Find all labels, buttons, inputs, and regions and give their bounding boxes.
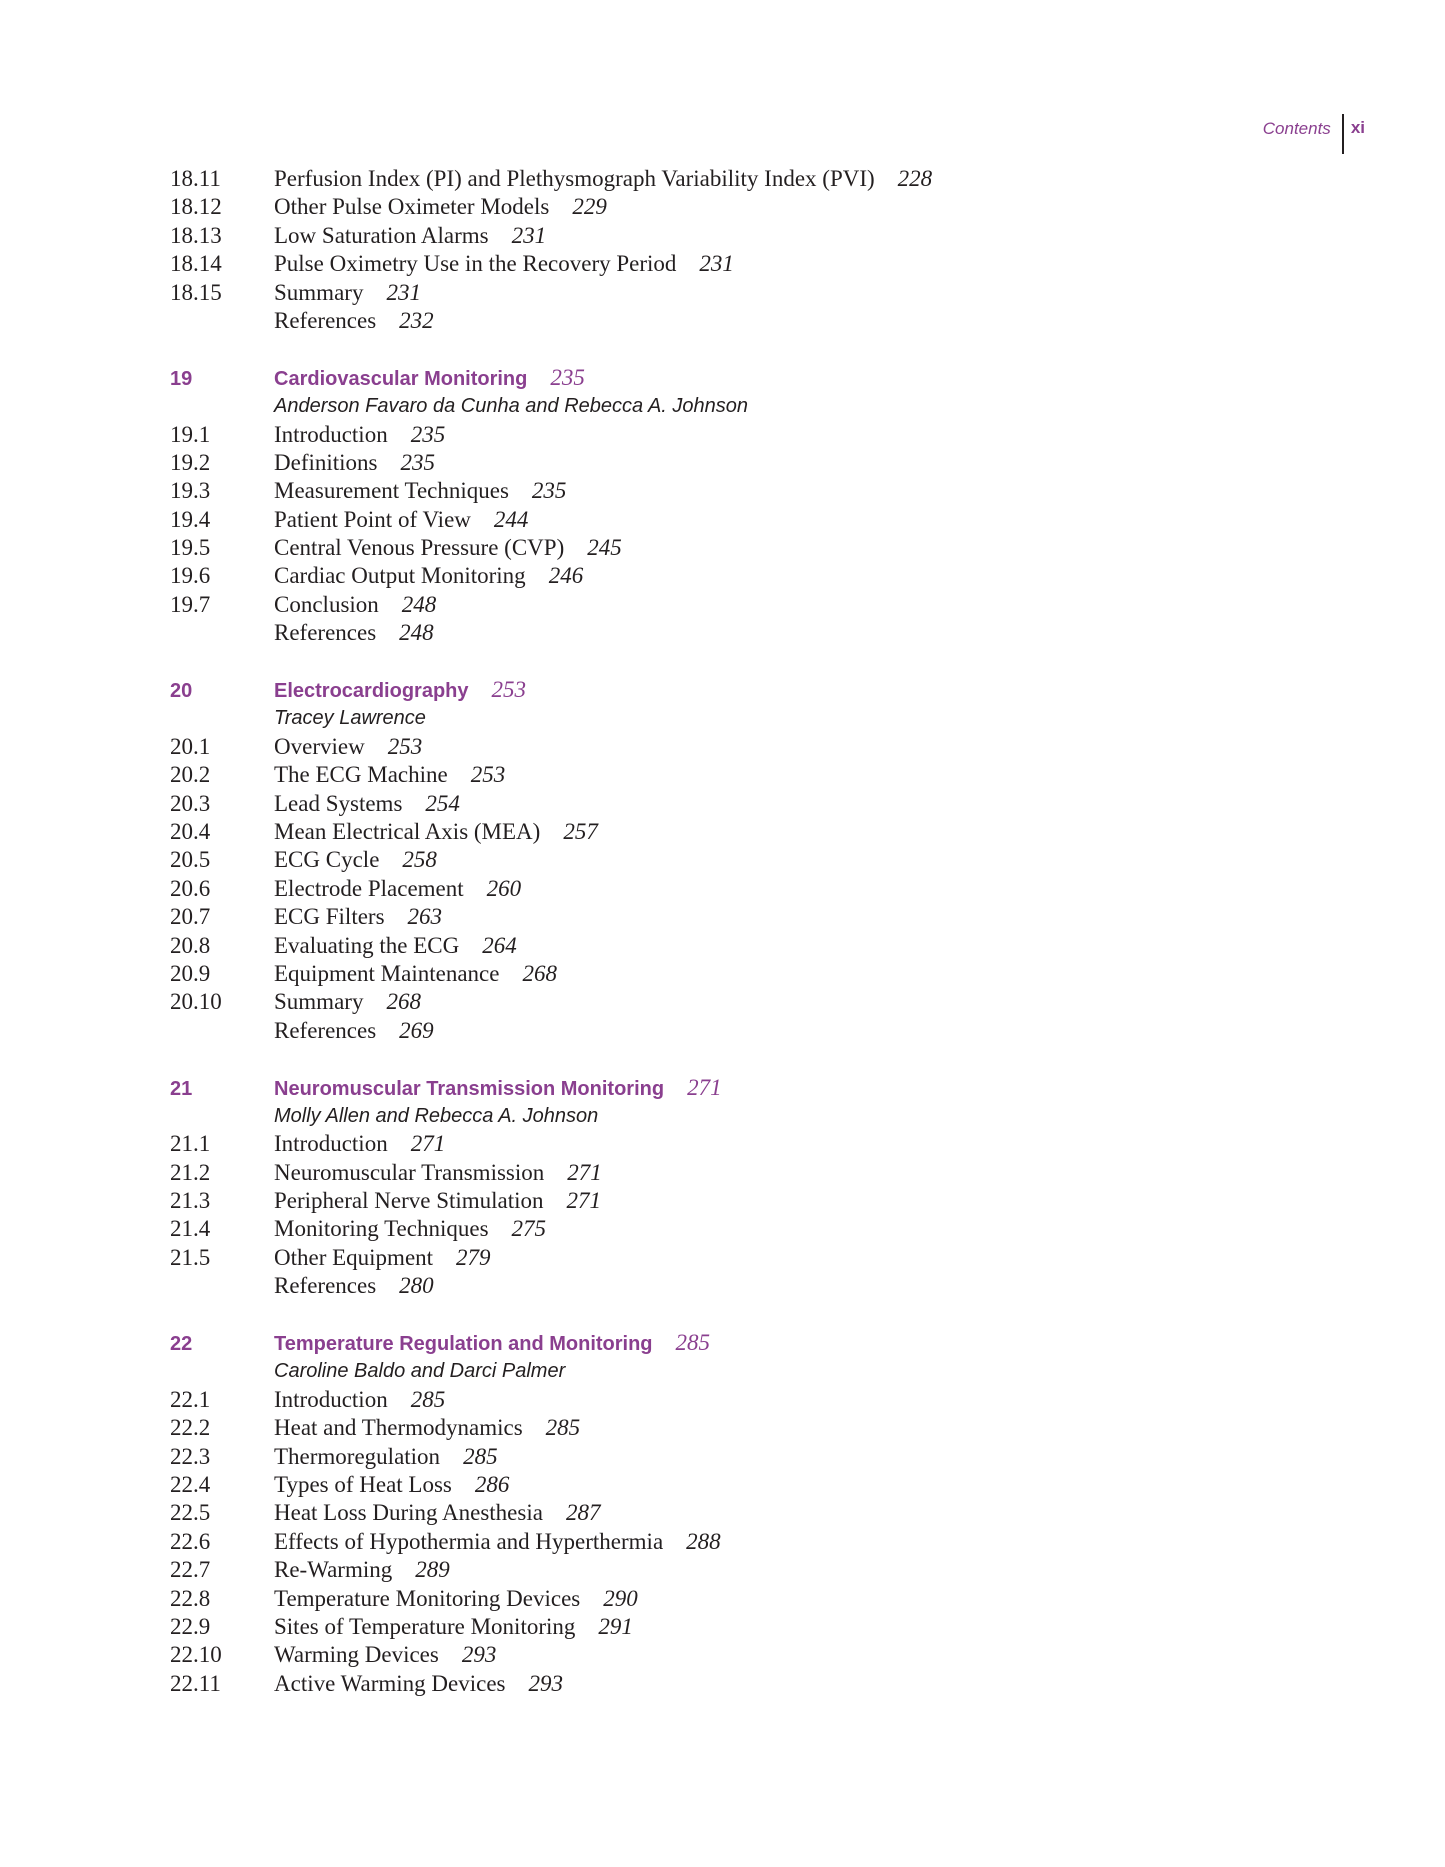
toc-entry [170,1215,1320,1243]
group-spacer [170,648,1320,676]
page-reference: 248 [401,591,437,617]
section-title: Cardiac Output Monitoring [274,563,526,589]
page-reference: 235 [400,449,435,475]
page-reference: 231 [386,279,421,305]
chapter-number: 19 [170,367,193,390]
section-number: 22.5 [170,1500,211,1526]
section-number: 22.1 [170,1386,211,1412]
section-title: The ECG Machine [274,762,448,788]
page-reference: 286 [474,1471,510,1497]
running-head-section: Contents [1262,119,1331,138]
toc-entry [170,1641,1320,1669]
section-title: Conclusion [274,591,379,617]
page-reference: 244 [493,506,529,532]
page-reference: 285 [545,1415,581,1441]
section-title: Warming Devices [274,1642,439,1668]
section-title: Introduction [274,421,388,447]
section-number: 20.1 [170,733,211,759]
page-reference: 285 [410,1386,446,1412]
section-title: Equipment Maintenance [274,960,500,986]
chapter-authors [170,704,1320,732]
page-reference: 235 [410,421,446,447]
section-number: 20.7 [170,904,211,930]
section-number: 21.1 [170,1131,211,1157]
section-title: Introduction [274,1386,388,1412]
chapter-title: Electrocardiography [274,680,469,703]
page-reference: 228 [897,166,933,191]
toc-entry [170,1471,1320,1499]
page-reference: 248 [399,620,434,646]
section-title: Heat and Thermodynamics [274,1415,523,1441]
chapter-authors [170,1357,1320,1385]
section-number: 22.8 [170,1585,211,1611]
toc-entry [170,932,1320,960]
toc-entry [170,591,1320,619]
section-number: 21.5 [170,1244,211,1270]
section-number: 18.13 [170,222,222,248]
chapter-authors [170,1102,1320,1130]
toc-entry [170,1244,1320,1272]
chapter-heading [170,364,1320,392]
section-title: Introduction [274,1131,388,1157]
page-reference: 271 [687,1074,722,1100]
toc-entry [170,279,1320,307]
section-title: Summary [274,989,364,1015]
section-title: Sites of Temperature Monitoring [274,1613,576,1639]
section-title: Low Saturation Alarms [274,222,489,248]
chapter-heading [170,1074,1320,1102]
chapter-heading [170,676,1320,704]
section-title: Evaluating the ECG [274,932,460,958]
section-title: Other Pulse Oximeter Models [274,194,550,220]
section-number: 19.1 [170,421,211,447]
page-reference: 253 [470,762,506,788]
section-number: 20.9 [170,960,211,986]
page-reference: 258 [402,847,437,873]
chapter-title: Temperature Regulation and Monitoring [274,1333,653,1356]
section-title: Types of Heat Loss [274,1471,452,1497]
section-number: 20.5 [170,847,211,873]
section-number: 19.7 [170,591,211,617]
section-title: Mean Electrical Axis (MEA) [274,818,541,844]
section-title: Re-Warming [274,1557,393,1583]
toc-entry [170,1272,1320,1300]
section-number: 22.7 [170,1557,211,1583]
toc-entry [170,477,1320,505]
page-reference: 285 [463,1443,498,1469]
group-spacer [170,1301,1320,1329]
section-title: Pulse Oximetry Use in the Recovery Period [274,251,677,277]
toc-entry [170,1528,1320,1556]
toc-entry [170,1159,1320,1187]
page-number: xi [1350,118,1365,137]
section-title: Electrode Placement [274,875,464,901]
section-title: Patient Point of View [274,506,471,532]
page-reference: 260 [486,875,522,901]
group-spacer [170,335,1320,363]
section-title: References [274,307,377,333]
chapter-number: 22 [170,1333,193,1356]
chapter-heading [170,1329,1320,1357]
section-title: ECG Cycle [274,847,380,873]
page-reference: 232 [399,307,434,333]
section-title: Monitoring Techniques [274,1216,489,1242]
section-number: 22.11 [170,1670,221,1696]
toc-entry [170,1443,1320,1471]
page-reference: 264 [482,932,517,958]
section-title: Heat Loss During Anesthesia [274,1500,543,1526]
section-title: Central Venous Pressure (CVP) [274,535,565,561]
section-number: 18.15 [170,279,222,305]
toc-entry [170,250,1320,278]
page-reference: 271 [567,1159,602,1185]
author-names: Caroline Baldo and Darci Palmer [274,1360,566,1383]
toc-entry [170,1499,1320,1527]
toc-entry [170,449,1320,477]
page-reference: 290 [603,1585,638,1611]
toc-entry [170,562,1320,590]
section-number: 20.10 [170,989,222,1015]
toc-entry [170,761,1320,789]
page-reference: 254 [425,790,460,816]
section-title: Summary [274,279,364,305]
toc-entry [170,960,1320,988]
toc-entry [170,1556,1320,1584]
group-spacer [170,1045,1320,1073]
page-reference: 280 [399,1273,434,1299]
page-reference: 293 [461,1642,497,1668]
toc-entry [170,790,1320,818]
toc-entry [170,222,1320,250]
page-reference: 285 [675,1330,711,1356]
section-number: 18.11 [170,166,221,191]
section-number: 22.9 [170,1613,211,1639]
toc-entry [170,1386,1320,1414]
page-reference: 231 [699,251,734,277]
section-number: 22.4 [170,1471,211,1497]
toc-entry [170,1585,1320,1613]
section-number: 21.2 [170,1159,211,1185]
toc-entry [170,1130,1320,1158]
section-title: Perfusion Index (PI) and Plethysmograph Variability Index (PVI) [274,166,875,191]
section-title: Peripheral Nerve Stimulation [274,1188,544,1214]
section-title: Effects of Hypothermia and Hyperthermia [274,1528,664,1554]
toc-entry [170,619,1320,647]
section-number: 21.4 [170,1216,211,1242]
page-reference: 288 [686,1528,721,1554]
section-number: 19.4 [170,506,211,532]
page-reference: 289 [415,1557,450,1583]
page-reference: 235 [531,478,567,504]
section-number: 20.4 [170,818,211,844]
toc-entry [170,421,1320,449]
section-number: 20.3 [170,790,211,816]
page-reference: 293 [528,1670,563,1696]
page-reference: 253 [491,677,527,703]
page-reference: 235 [550,364,585,390]
toc-entry [170,1414,1320,1442]
toc-entry [170,165,1320,193]
page-reference: 269 [399,1017,434,1043]
section-title: Active Warming Devices [274,1670,506,1696]
author-names: Tracey Lawrence [274,707,426,730]
page-reference: 268 [522,960,557,986]
section-title: Lead Systems [274,790,403,816]
section-title: Definitions [274,449,378,475]
section-title: Thermoregulation [274,1443,441,1469]
section-title: Overview [274,733,365,759]
toc-entry [170,846,1320,874]
toc-entry [170,1017,1320,1045]
toc-entry [170,1187,1320,1215]
page-reference: 253 [387,733,423,759]
section-number: 20.8 [170,932,211,958]
toc-entry [170,875,1320,903]
section-number: 22.10 [170,1642,222,1668]
running-head [1263,114,1365,154]
section-number: 18.14 [170,251,222,277]
section-number: 22.2 [170,1415,211,1441]
page-reference: 291 [598,1613,633,1639]
section-number: 21.3 [170,1188,211,1214]
section-title: Neuromuscular Transmission [274,1159,545,1185]
page-reference: 263 [407,904,443,930]
table-of-contents [170,165,1320,1698]
toc-entry [170,1613,1320,1641]
section-number: 19.6 [170,563,211,589]
section-number: 19.5 [170,535,211,561]
page-reference: 231 [511,222,547,248]
chapter-authors [170,392,1320,420]
chapter-number: 21 [170,1077,193,1100]
toc-entry [170,1670,1320,1698]
page-reference: 268 [386,989,421,1015]
section-title: Temperature Monitoring Devices [274,1585,581,1611]
toc-entry [170,307,1320,335]
section-title: References [274,1273,377,1299]
section-number: 20.2 [170,762,211,788]
page-reference: 229 [572,194,607,220]
toc-entry [170,193,1320,221]
section-number: 18.12 [170,194,222,220]
section-number: 20.6 [170,875,211,901]
section-number: 22.6 [170,1528,211,1554]
toc-entry [170,534,1320,562]
author-names: Molly Allen and Rebecca A. Johnson [274,1104,599,1127]
page-reference: 271 [410,1131,446,1157]
page-reference: 275 [511,1216,547,1242]
chapter-number: 20 [170,680,193,703]
toc-entry [170,506,1320,534]
section-title: References [274,1017,377,1043]
author-names: Anderson Favaro da Cunha and Rebecca A. Johnson [274,395,749,418]
page-reference: 246 [548,563,584,589]
page-reference: 279 [456,1244,491,1270]
section-number: 19.3 [170,478,211,504]
toc-entry [170,903,1320,931]
toc-entry [170,988,1320,1016]
section-title: Other Equipment [274,1244,434,1270]
page-reference: 287 [565,1500,601,1526]
chapter-title: Neuromuscular Transmission Monitoring [274,1077,665,1100]
chapter-title: Cardiovascular Monitoring [274,367,528,390]
page-reference: 257 [563,818,598,844]
section-number: 19.2 [170,449,211,475]
page-reference: 271 [566,1188,602,1214]
section-title: References [274,620,377,646]
page-reference: 245 [587,535,622,561]
section-title: Measurement Techniques [274,478,509,504]
section-title: ECG Filters [274,904,385,930]
toc-entry [170,818,1320,846]
toc-entry [170,733,1320,761]
section-number: 22.3 [170,1443,211,1469]
